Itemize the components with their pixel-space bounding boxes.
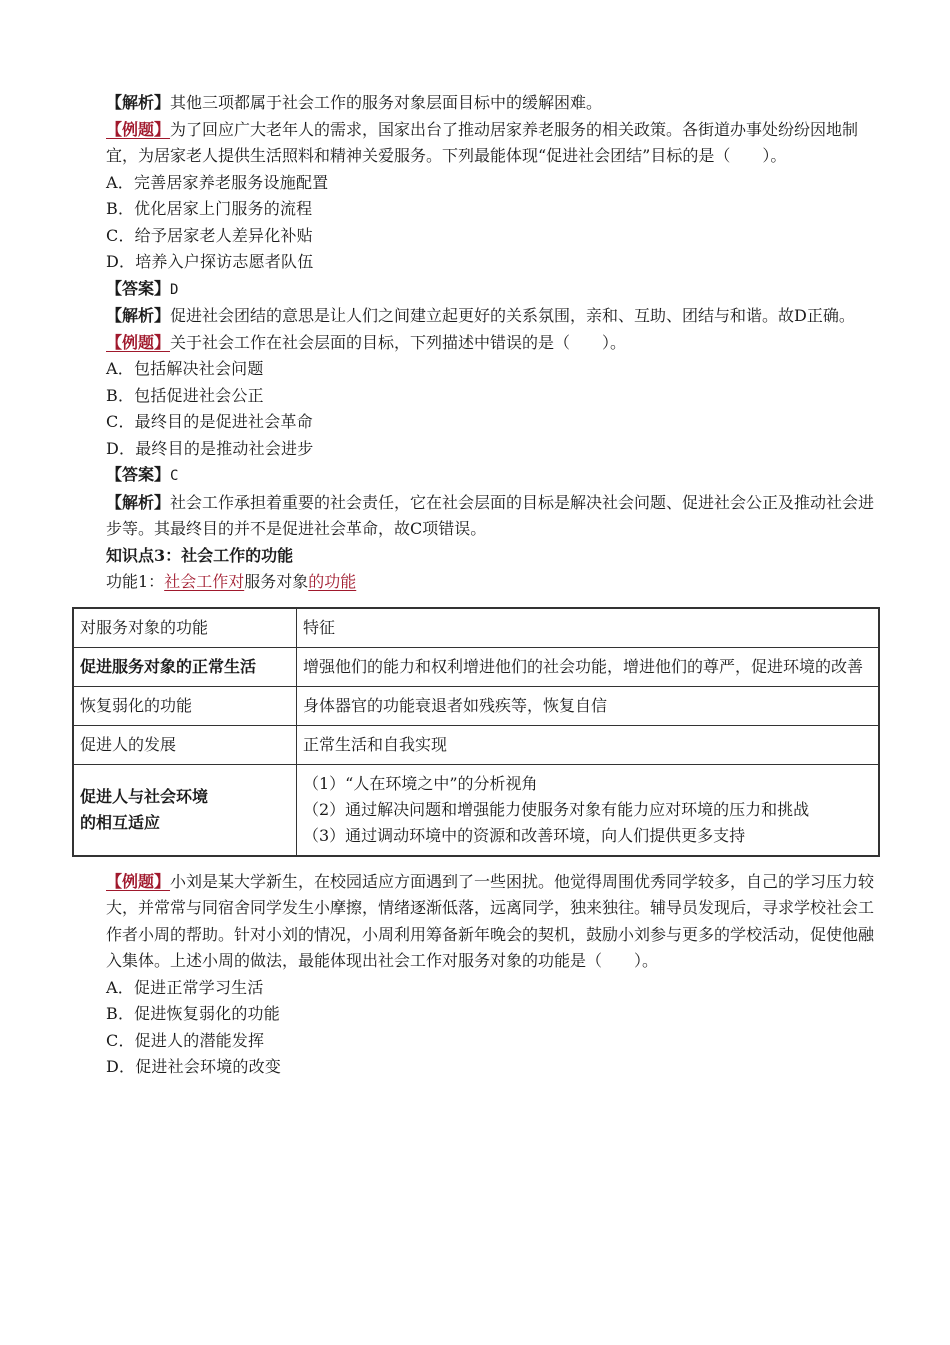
feature-line: （2）通过解决问题和增强能力使服务对象有能力应对环境的压力和挑战 [303,799,810,819]
option-a: A．完善居家养老服务设施配置 [106,172,329,192]
question-stem: 小刘是某大学新生，在校园适应方面遇到了一些困扰。他觉得周围优秀同学较多，自己的学习压力较大，并常常与同宿舍同学发生小摩擦，情绪逐渐低落，远离同学，独来独往。辅导员发现后，寻求学校社会工作者小周的帮助。针对小刘的情况，小周利用筹备新年晚会的契机，鼓励小刘参与更多的学校活动，促使他融入集体。上述小周的做法，最能体现出社会工作对服务对象的功能是（ ）。 [106,871,875,970]
table-cell-feature: 增强他们的能力和权利增进他们的社会功能，增进他们的尊严，促进环境的改善 [297,647,880,686]
table-cell-function: 促进服务对象的正常生活 [73,647,297,686]
function-heading [78,569,878,596]
example-question-3 [78,869,878,975]
option-c: C．促进人的潜能发挥 [106,1030,265,1050]
table-cell-function: 促进人的发展 [73,725,297,764]
feature-line: （3）通过调动环境中的资源和改善环境，向人们提供更多支持 [303,825,746,845]
answer-value: D [170,281,179,298]
option-a: A．促进正常学习生活 [106,977,264,997]
table-header-cell: 特征 [297,608,880,648]
answer-paragraph [78,276,878,304]
analysis-text: 其他三项都属于社会工作的服务对象层面目标中的缓解困难。 [170,93,603,112]
example-tag: 【例题】 [106,871,171,891]
table-row [73,686,879,725]
answer-tag: 【答案】 [106,278,171,298]
function-part-1: 社会工作对 [164,572,245,591]
feature-line: （1）“人在环境之中”的分析视角 [303,773,538,793]
option-d: D．促进社会环境的改变 [106,1057,282,1076]
option-a: A．包括解决社会问题 [106,359,264,378]
table-header-cell: 对服务对象的功能 [73,608,297,648]
table-row [73,725,879,764]
analysis-paragraph [78,490,878,543]
function-table [72,607,880,857]
analysis-paragraph [78,90,878,117]
example-tag: 【例题】 [106,119,171,139]
question-stem: 关于社会工作在社会层面的目标，下列描述中错误的是（ ）。 [170,332,627,352]
analysis-tag: 【解析】 [106,306,171,325]
document-page [78,90,878,1081]
function-part-3: 的功能 [308,572,357,591]
table-cell-function [73,764,297,856]
table-cell-feature: 身体器官的功能衰退者如残疾等，恢复自信 [297,686,880,725]
option-b: B．包括促进社会公正 [106,385,264,405]
function-prefix: 功能1： [106,572,165,591]
function-part-2: 服务对象 [244,572,309,591]
answer-tag: 【答案】 [106,465,171,484]
example-question-2 [78,330,878,357]
analysis-text: 促进社会团结的意思是让人们之间建立起更好的关系氛围，亲和、互助、团结与和谐。故D正确。 [170,306,855,325]
option-c: C．最终目的是促进社会革命 [106,412,313,431]
analysis-tag: 【解析】 [106,93,171,112]
answer-value: C [170,468,179,484]
question-stem: 为了回应广大老年人的需求，国家出台了推动居家养老服务的相关政策。各街道办事处纷纷因地制宜，为居家老人提供生活照料和精神关爱服务。下列最能体现“促进社会团结”目标的是（ ）。 [106,119,859,165]
example-question-1 [78,117,878,170]
table-header-row [73,608,879,648]
table-cell-function: 恢复弱化的功能 [73,686,297,725]
knowledge-point-heading: 知识点3：社会工作的功能 [106,545,294,565]
table-row [73,764,879,856]
option-b: B．优化居家上门服务的流程 [106,199,313,218]
analysis-paragraph [78,303,878,330]
option-b: B．促进恢复弱化的功能 [106,1004,280,1023]
table-row [73,647,879,686]
option-d: D．最终目的是推动社会进步 [106,438,314,458]
table-cell-feature [297,764,880,856]
answer-paragraph [78,462,878,490]
function-name-line: 促进人与社会环境 [80,786,209,806]
example-tag: 【例题】 [106,332,171,352]
analysis-text: 社会工作承担着重要的社会责任，它在社会层面的目标是解决社会问题、促进社会公正及推动社会进步等。其最终目的并不是促进社会革命，故C项错误。 [106,492,875,538]
analysis-tag: 【解析】 [106,492,171,512]
function-name-line: 的相互适应 [80,812,161,832]
option-d: D．培养入户探访志愿者队伍 [106,252,314,271]
option-c: C．给予居家老人差异化补贴 [106,225,313,245]
table-cell-feature: 正常生活和自我实现 [297,725,880,764]
